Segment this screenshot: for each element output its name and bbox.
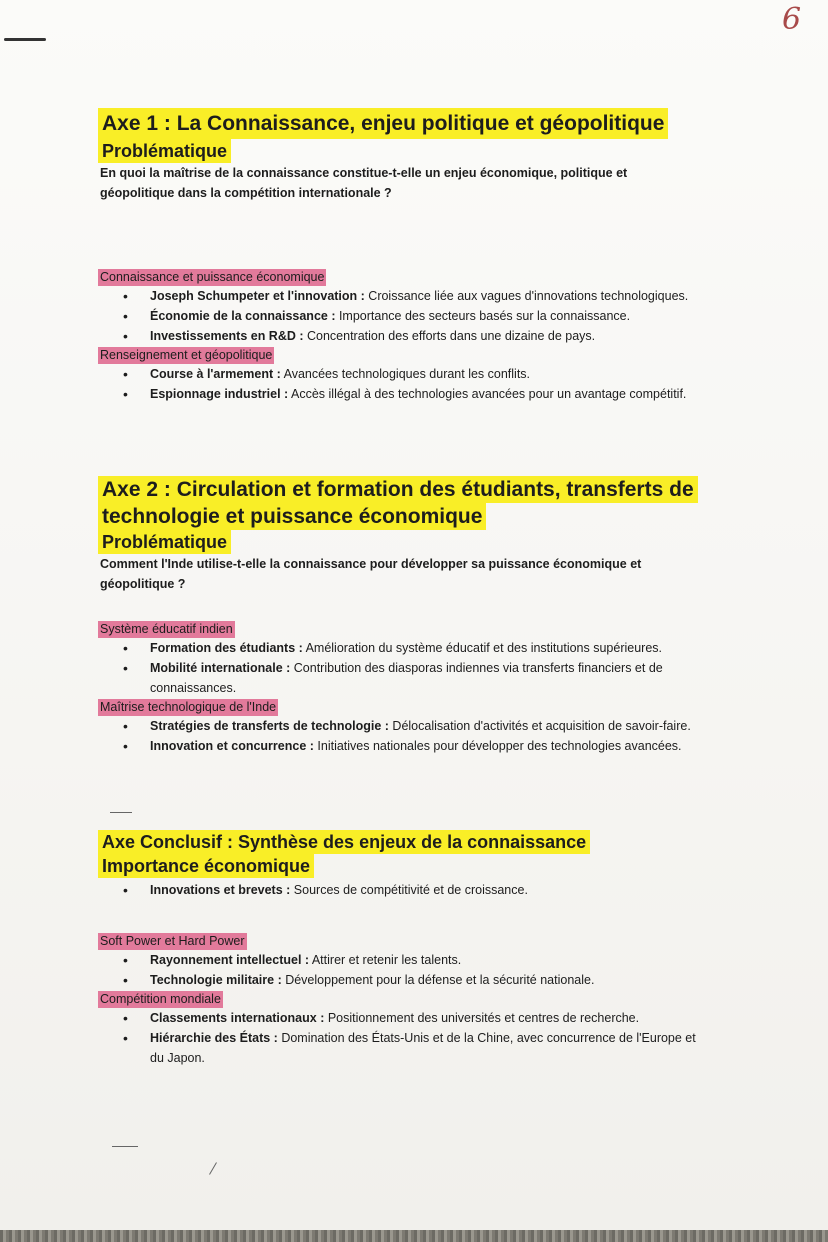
axe1-sections <box>98 268 738 404</box>
background-surface <box>0 1230 828 1242</box>
list-item: • Technologie militaire : Développement pour la défense et la sécurité nationale. <box>98 970 698 990</box>
list-item: • Économie de la connaissance : Importance des secteurs basés sur la connaissance. <box>98 306 698 326</box>
section-label: Système éducatif indien <box>100 622 233 636</box>
section-label: Maîtrise technologique de l'Inde <box>100 700 277 714</box>
section-label: Connaissance et puissance économique <box>100 270 325 284</box>
axe2-title: Axe 2 : Circulation et formation des étudiants, transferts de technologie et puissance économique <box>98 476 708 530</box>
list-item: • Stratégies de transferts de technologie : Délocalisation d'activités et acquisition de savoir-faire. <box>98 716 728 736</box>
axe2-problematique-label: Problématique <box>98 530 231 554</box>
list-item: • Formation des étudiants : Amélioration du système éducatif et des institutions supérieures. <box>98 638 733 658</box>
list-item: • Course à l'armement : Avancées technologiques durant les conflits. <box>98 364 698 384</box>
list-item: • Mobilité internationale : Contribution des diasporas indiennes via transferts financiers et de connaissances. <box>98 658 733 698</box>
axe3-title: Axe Conclusif : Synthèse des enjeux de la connaissance <box>98 830 590 854</box>
section-label: Compétition mondiale <box>100 992 221 1006</box>
list-item: • Innovations et brevets : Sources de compétitivité et de croissance. <box>98 880 698 900</box>
list-item: • Investissements en R&D : Concentration des efforts dans une dizaine de pays. <box>98 326 698 346</box>
pencil-mark <box>4 38 46 41</box>
axe2-block <box>98 476 738 594</box>
section-label: Renseignement et géopolitique <box>100 348 273 362</box>
axe1-question: En quoi la maîtrise de la connaissance constitue-t-elle un enjeu économique, politique et géopolitique dans la compétition internationale ? <box>100 166 628 200</box>
axe1-block <box>98 108 698 203</box>
list-item: • Joseph Schumpeter et l'innovation : Croissance liée aux vagues d'innovations technologiques. <box>98 286 698 306</box>
section-label: Soft Power et Hard Power <box>100 934 245 948</box>
page-number: 6 <box>782 2 802 37</box>
list-item: • Hiérarchie des États : Domination des États-Unis et de la Chine, avec concurrence de l'Europe et du Japon. <box>98 1028 698 1068</box>
list-item: • Rayonnement intellectuel : Attirer et retenir les talents. <box>98 950 698 970</box>
axe3-block <box>98 830 738 900</box>
pencil-mark <box>110 812 132 813</box>
axe1-title: Axe 1 : La Connaissance, enjeu politique et géopolitique <box>98 108 668 139</box>
axe3-subtitle: Importance économique <box>98 854 314 878</box>
pencil-mark <box>209 1162 217 1175</box>
axe1-problematique-label: Problématique <box>98 139 231 163</box>
axe2-question: Comment l'Inde utilise-t-elle la connaissance pour développer sa puissance économique et géopolitique ? <box>100 557 642 591</box>
list-item: • Classements internationaux : Positionnement des universités et centres de recherche. <box>98 1008 698 1028</box>
pencil-mark <box>112 1146 138 1147</box>
list-item: • Innovation et concurrence : Initiatives nationales pour développer des technologies avancées. <box>98 736 728 756</box>
axe3-sections <box>98 932 738 1068</box>
axe2-sections <box>98 620 738 756</box>
list-item: • Espionnage industriel : Accès illégal à des technologies avancées pour un avantage compétitif. <box>98 384 698 404</box>
